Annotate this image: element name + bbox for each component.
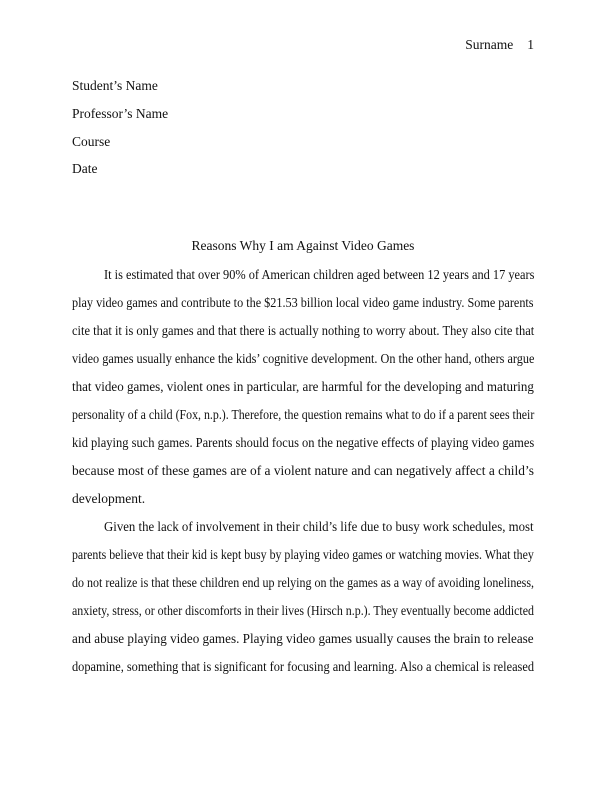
paragraph-1-line-3: cite that it is only games and that there is actually nothing to worry about. They also cite that xyxy=(72,323,535,338)
course-name: Course xyxy=(72,133,111,149)
running-head xyxy=(465,36,534,54)
header-surname: Surname xyxy=(465,37,514,52)
professor-name: Professor’s Name xyxy=(72,105,169,121)
paragraph-1-line-6: personality of a child (Fox, n.p.). Therefore, the question remains what to do if a parent sees their xyxy=(72,407,535,422)
student-name: Student’s Name xyxy=(72,78,158,93)
paragraph-1-line-1: It is estimated that over 90% of American children aged between 12 years and 17 years xyxy=(104,267,535,282)
paragraph-2-line-5: and abuse playing video games. Playing video games usually causes the brain to release xyxy=(72,631,534,646)
mla-heading xyxy=(72,72,168,183)
paragraph-1-line-5: that video games, violent ones in particular, are harmful for the developing and maturing xyxy=(72,379,534,394)
paragraph-1-line-9: development. xyxy=(72,491,146,506)
paragraph-2-line-2: parents believe that their kid is kept busy by playing video games or watching movies. What they xyxy=(72,547,534,562)
date-line: Date xyxy=(72,161,98,177)
paragraph-2-line-4: anxiety, stress, or other discomforts in their lives (Hirsch n.p.). They eventually become addicted xyxy=(72,603,535,618)
paragraph-1-line-7: kid playing such games. Parents should focus on the negative effects of playing video games xyxy=(72,435,535,450)
page-number: 1 xyxy=(527,37,534,52)
essay-title: Reasons Why I am Against Video Games xyxy=(191,238,415,253)
paragraph-2-line-3: do not realize is that these children end up relying on the games as a way of avoiding loneliness, xyxy=(72,575,535,590)
paragraph-1-line-4: video games usually enhance the kids’ cognitive development. On the other hand, others argue xyxy=(72,351,535,366)
paragraph-2-line-1: Given the lack of involvement in their child’s life due to busy work schedules, most xyxy=(104,519,534,534)
paragraph-1-line-2: play video games and contribute to the $21.53 billion local video game industry. Some parents xyxy=(72,295,534,310)
paragraph-2-line-6: dopamine, something that is significant for focusing and learning. Also a chemical is released xyxy=(72,659,535,674)
paragraph-1-line-8: because most of these games are of a violent nature and can negatively affect a child’s xyxy=(72,463,534,478)
